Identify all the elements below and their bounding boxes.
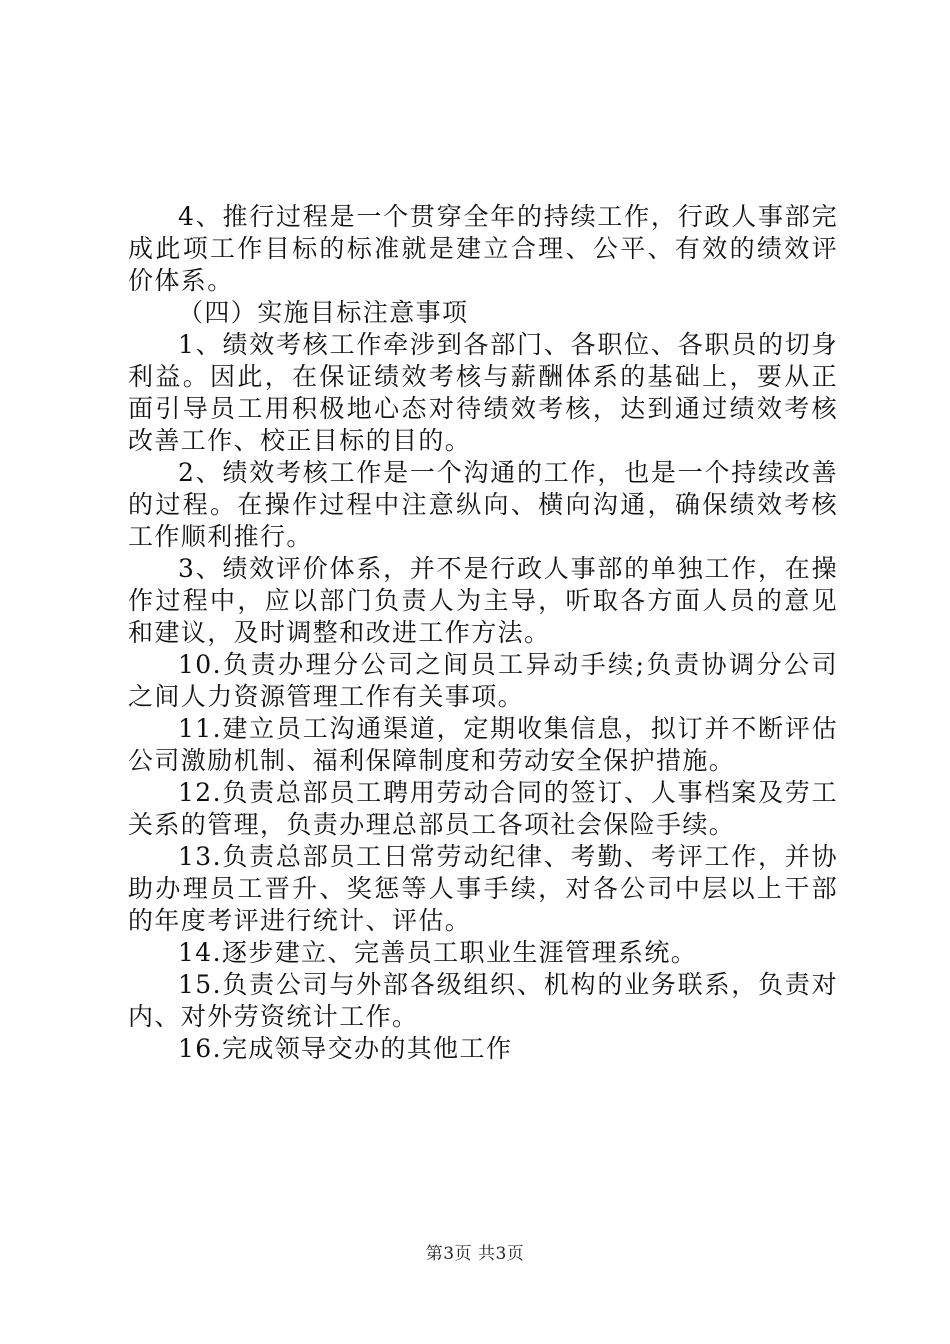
paragraph-duty-15: 15.负责公司与外部各级组织、机构的业务联系，负责对内、对外劳资统计工作。 bbox=[128, 970, 838, 1031]
paragraph-duty-11: 11.建立员工沟通渠道，定期收集信息，拟订并不断评估公司激励机制、福利保障制度和劳动安全保护措施。 bbox=[128, 714, 838, 775]
paragraph-item-4: 4、推行过程是一个贯穿全年的持续工作，行政人事部完成此项工作目标的标准就是建立合理、公平、有效的绩效评价体系。 bbox=[128, 202, 838, 295]
paragraph-duty-10: 10.负责办理分公司之间员工异动手续;负责协调分公司之间人力资源管理工作有关事项。 bbox=[128, 650, 838, 711]
page-number-footer: 第3页 共3页 bbox=[425, 1244, 525, 1264]
paragraph-duty-14: 14.逐步建立、完善员工职业生涯管理系统。 bbox=[178, 938, 698, 967]
paragraph-note-1: 1、绩效考核工作牵涉到各部门、各职位、各职员的切身利益。因此，在保证绩效考核与薪酬体系的基础上，要从正面引导员工用积极地心态对待绩效考核，达到通过绩效考核改善工作、校正目标的目的。 bbox=[128, 330, 838, 455]
paragraph-note-3: 3、绩效评价体系，并不是行政人事部的单独工作，在操作过程中，应以部门负责人为主导，听取各方面人员的意见和建议，及时调整和改进工作方法。 bbox=[128, 554, 838, 647]
paragraph-duty-12: 12.负责总部员工聘用劳动合同的签订、人事档案及劳工关系的管理，负责办理总部员工各项社会保险手续。 bbox=[128, 778, 838, 839]
document-body bbox=[128, 201, 838, 1065]
paragraph-note-2: 2、绩效考核工作是一个沟通的工作，也是一个持续改善的过程。在操作过程中注意纵向、横向沟通，确保绩效考核工作顺利推行。 bbox=[128, 458, 838, 551]
section-heading-notes: （四）实施目标注意事项 bbox=[178, 298, 469, 327]
paragraph-duty-13: 13.负责总部员工日常劳动纪律、考勤、考评工作，并协助办理员工晋升、奖惩等人事手续，对各公司中层以上干部的年度考评进行统计、评估。 bbox=[128, 842, 838, 935]
paragraph-duty-16: 16.完成领导交办的其他工作 bbox=[178, 1034, 513, 1063]
